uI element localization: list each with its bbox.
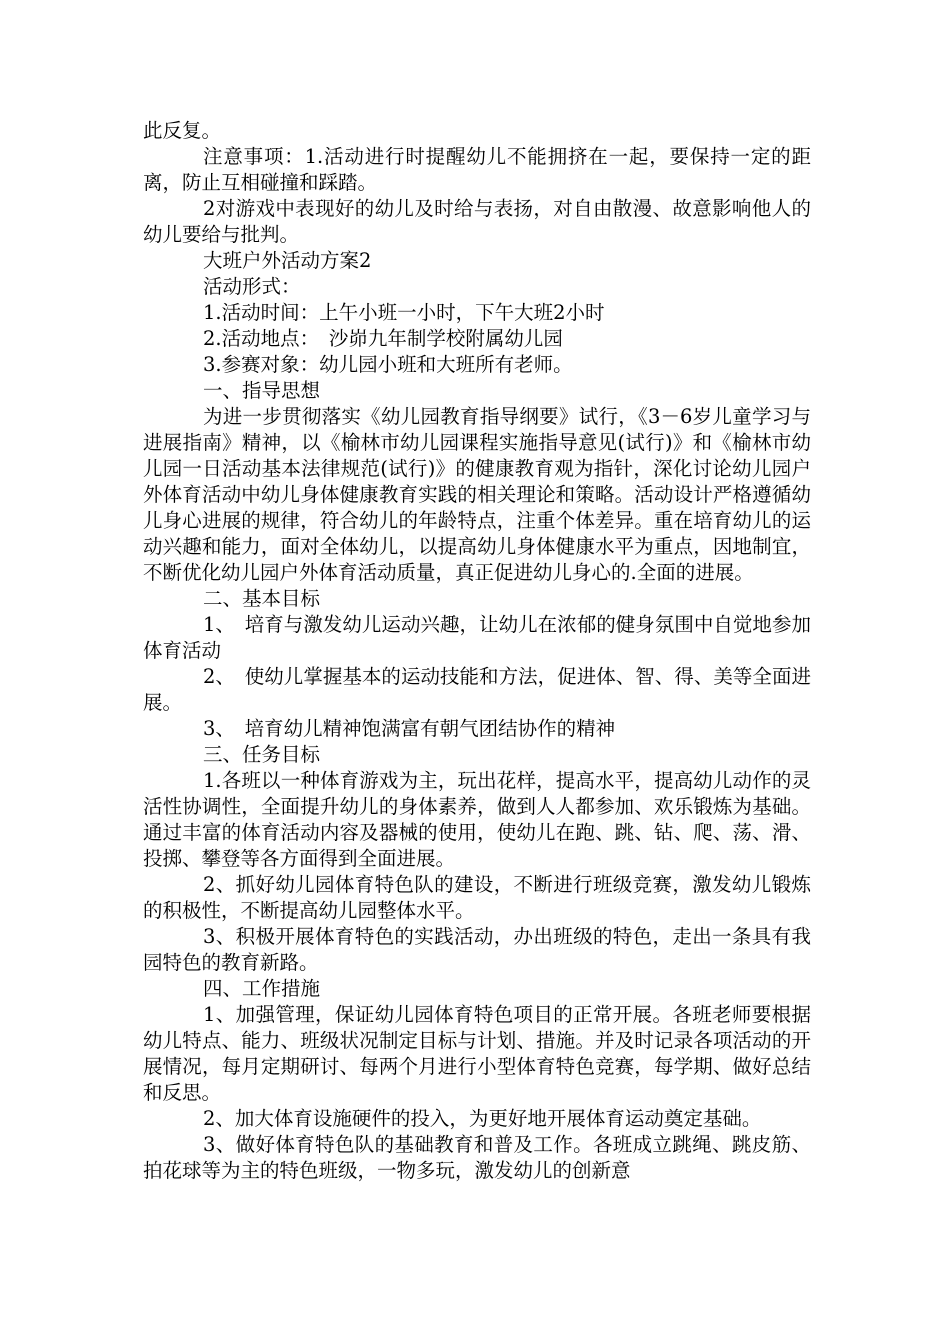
section-heading: 四、工作措施	[203, 977, 321, 1000]
list-item: 3.参赛对象：幼儿园小班和大班所有老师。	[203, 353, 573, 376]
list-item: 3、做好体育特色队的基础教育和普及工作。各班成立跳绳、跳皮筋、拍花球等为主的特色班级，一物多玩，激发幼儿的创新意	[143, 1133, 811, 1182]
list-item: 2.活动地点： 沙峁九年制学校附属幼儿园	[203, 327, 563, 350]
paragraph: 2对游戏中表现好的幼儿及时给与表扬，对自由散漫、故意影响他人的幼儿要给与批判。	[143, 197, 811, 246]
paragraph: 为进一步贯彻落实《幼儿园教育指导纲要》试行，《3－6岁儿童学习与进展指南》精神，以《榆林市幼儿园课程实施指导意见(试行)》和《榆林市幼儿园一日活动基本法律规范(试行)》的健康教育观为指针，深化讨论幼儿园户外体育活动中幼儿身体健康教育实践的相关理论和策略。活动设计严格遵循幼儿身心进展的规律，符合幼儿的年龄特点，注重个体差异。重在培育幼儿的运动兴趣和能力，面对全体幼儿，以提高幼儿身体健康水平为重点，因地制宜，不断优化幼儿园户外体育活动质量，真正促进幼儿身心的.全面的进展。	[143, 405, 811, 584]
list-item: 2、加大体育设施硬件的投入，为更好地开展体育运动奠定基础。	[203, 1107, 762, 1130]
document-body	[143, 118, 811, 1184]
list-item: 1、加强管理，保证幼儿园体育特色项目的正常开展。各班老师要根据幼儿特点、能力、班级状况制定目标与计划、措施。并及时记录各项活动的开展情况，每月定期研讨、每两个月进行小型体育特色竞赛，每学期、做好总结和反思。	[143, 1003, 811, 1104]
section-heading: 三、任务目标	[203, 743, 321, 766]
list-item: 2、抓好幼儿园体育特色队的建设，不断进行班级竞赛，激发幼儿锻炼的积极性，不断提高幼儿园整体水平。	[143, 873, 811, 922]
list-item: 1.各班以一种体育游戏为主，玩出花样，提高水平，提高幼儿动作的灵活性协调性，全面提升幼儿的身体素养，做到人人都参加、欢乐锻炼为基础。通过丰富的体育活动内容及器械的使用，使幼儿在跑、跳、钻、爬、荡、滑、投掷、攀登等各方面得到全面进展。	[143, 769, 811, 870]
list-item: 2、 使幼儿掌握基本的运动技能和方法，促进体、智、得、美等全面进展。	[143, 665, 811, 714]
paragraph: 注意事项：1.活动进行时提醒幼儿不能拥挤在一起，要保持一定的距离，防止互相碰撞和踩踏。	[143, 145, 811, 194]
section-heading: 一、指导思想	[203, 379, 321, 402]
paragraph: 活动形式：	[203, 275, 301, 298]
list-item: 3、 培育幼儿精神饱满富有朝气团结协作的精神	[203, 717, 616, 740]
list-item: 1.活动时间：上午小班一小时，下午大班2小时	[203, 301, 605, 324]
section-heading: 二、基本目标	[203, 587, 321, 610]
list-item: 1、 培育与激发幼儿运动兴趣，让幼儿在浓郁的健身氛围中自觉地参加体育活动	[143, 613, 811, 662]
paragraph: 此反复。	[143, 119, 222, 142]
list-item: 3、积极开展体育特色的实践活动，办出班级的特色，走出一条具有我园特色的教育新路。	[143, 925, 811, 974]
section-title: 大班户外活动方案2	[203, 249, 372, 272]
